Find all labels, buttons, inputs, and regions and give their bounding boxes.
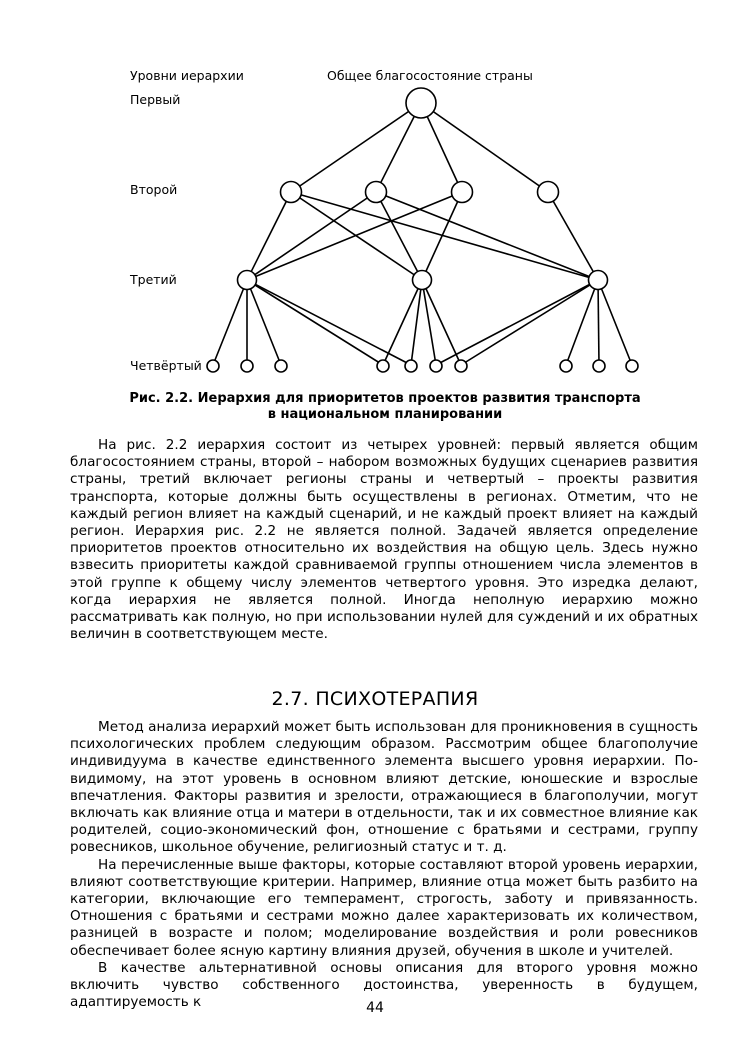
paragraph: Метод анализа иерархий может быть использован для проникновения в сущность психологических проблем следующим образом. Рассмотрим общее благополучие индивидуума в качестве единственного элемента высшего уровня иерархии. По-видимому, на этот уровень в основном влияют детские, юношеские и взрослые впечатления. Факторы развития и зрелости, отражающиеся в благополучии, могут включать как влияние отца и матери в отдельности, так и их совместное влияние как родителей, социо-экономический фон, отношение с братьями и сестрами, группу ровесников, школьное обучение, религиозный статус и т. д. xyxy=(70,719,698,856)
level4-node xyxy=(626,360,638,372)
page-number: 44 xyxy=(366,1000,384,1016)
caption-line-2: в национальном планировании xyxy=(267,407,503,422)
level-label-2: Второй xyxy=(130,182,178,197)
level4-node xyxy=(241,360,253,372)
paragraph-block-1 xyxy=(70,437,698,643)
level2-node xyxy=(452,182,473,203)
level4-node xyxy=(430,360,442,372)
paragraph: На перечисленные выше факторы, которые составляют второй уровень иерархии, влияют соответствующие критерии. Например, влияние отца может быть разбито на категории, включающие его темперамент, строгость, заботу и привязанность. Отношения с братьями и сестрами можно далее характеризовать их количеством, разницей в возрасте и полом; моделирование воздействия и роли ровесников обеспечивает более ясную картину влияния друзей, обучения в школе и учителей. xyxy=(70,856,698,959)
root-node xyxy=(406,88,436,118)
diagram-edges xyxy=(213,103,632,365)
level-label-3: Третий xyxy=(130,272,177,287)
level4-node xyxy=(593,360,605,372)
level2-node xyxy=(538,182,559,203)
level2-node xyxy=(281,182,302,203)
level3-node xyxy=(238,271,257,290)
caption-line-1: Рис. 2.2. Иерархия для приоритетов проектов развития транспорта xyxy=(129,391,641,406)
figure-caption xyxy=(100,391,670,423)
level4-node xyxy=(275,360,287,372)
level4-node xyxy=(560,360,572,372)
paragraph-block-2 xyxy=(70,719,698,1011)
level4-node xyxy=(377,360,389,372)
levels-header: Уровни иерархии xyxy=(130,68,244,83)
level2-node xyxy=(366,182,387,203)
section-title: 2.7. ПСИХОТЕРАПИЯ xyxy=(271,688,479,710)
hierarchy-diagram xyxy=(0,0,750,385)
level3-node xyxy=(413,271,432,290)
level4-node xyxy=(405,360,417,372)
paragraph: В качестве альтернативной основы описания для второго уровня можно включить чувство собственного достоинства, уверенность в будущем, адаптируемость к xyxy=(70,959,698,1011)
level-label-4: Четвёртый xyxy=(130,358,202,373)
paragraph: На рис. 2.2 иерархия состоит из четырех уровней: первый является общим благосостоянием страны, второй – набором возможных будущих сценариев развития страны, третий включает регионы страны и четвертый – проекты развития транспорта, которые должны быть осуществлены в регионах. Отметим, что не каждый регион влияет на каждый сценарий, и не каждый проект влияет на каждый регион. Иерархия рис. 2.2 не является полной. Задачей является определение приоритетов проектов относительно их воздействия на общую цель. Здесь нужно взвесить приоритеты каждой сравниваемой группы отношением числа элементов в этой группе к общему числу элементов четвертого уровня. Это изредка делают, когда иерархия не является полной. Иногда неполную иерархию можно рассматривать как полную, но при использовании нулей для суждений и их обратных величин в соответствующем месте. xyxy=(70,437,698,643)
root-label: Общее благосостояние страны xyxy=(327,68,533,83)
level4-node xyxy=(207,360,219,372)
level4-node xyxy=(455,360,467,372)
level-label-1: Первый xyxy=(130,92,181,107)
level3-node xyxy=(589,271,608,290)
